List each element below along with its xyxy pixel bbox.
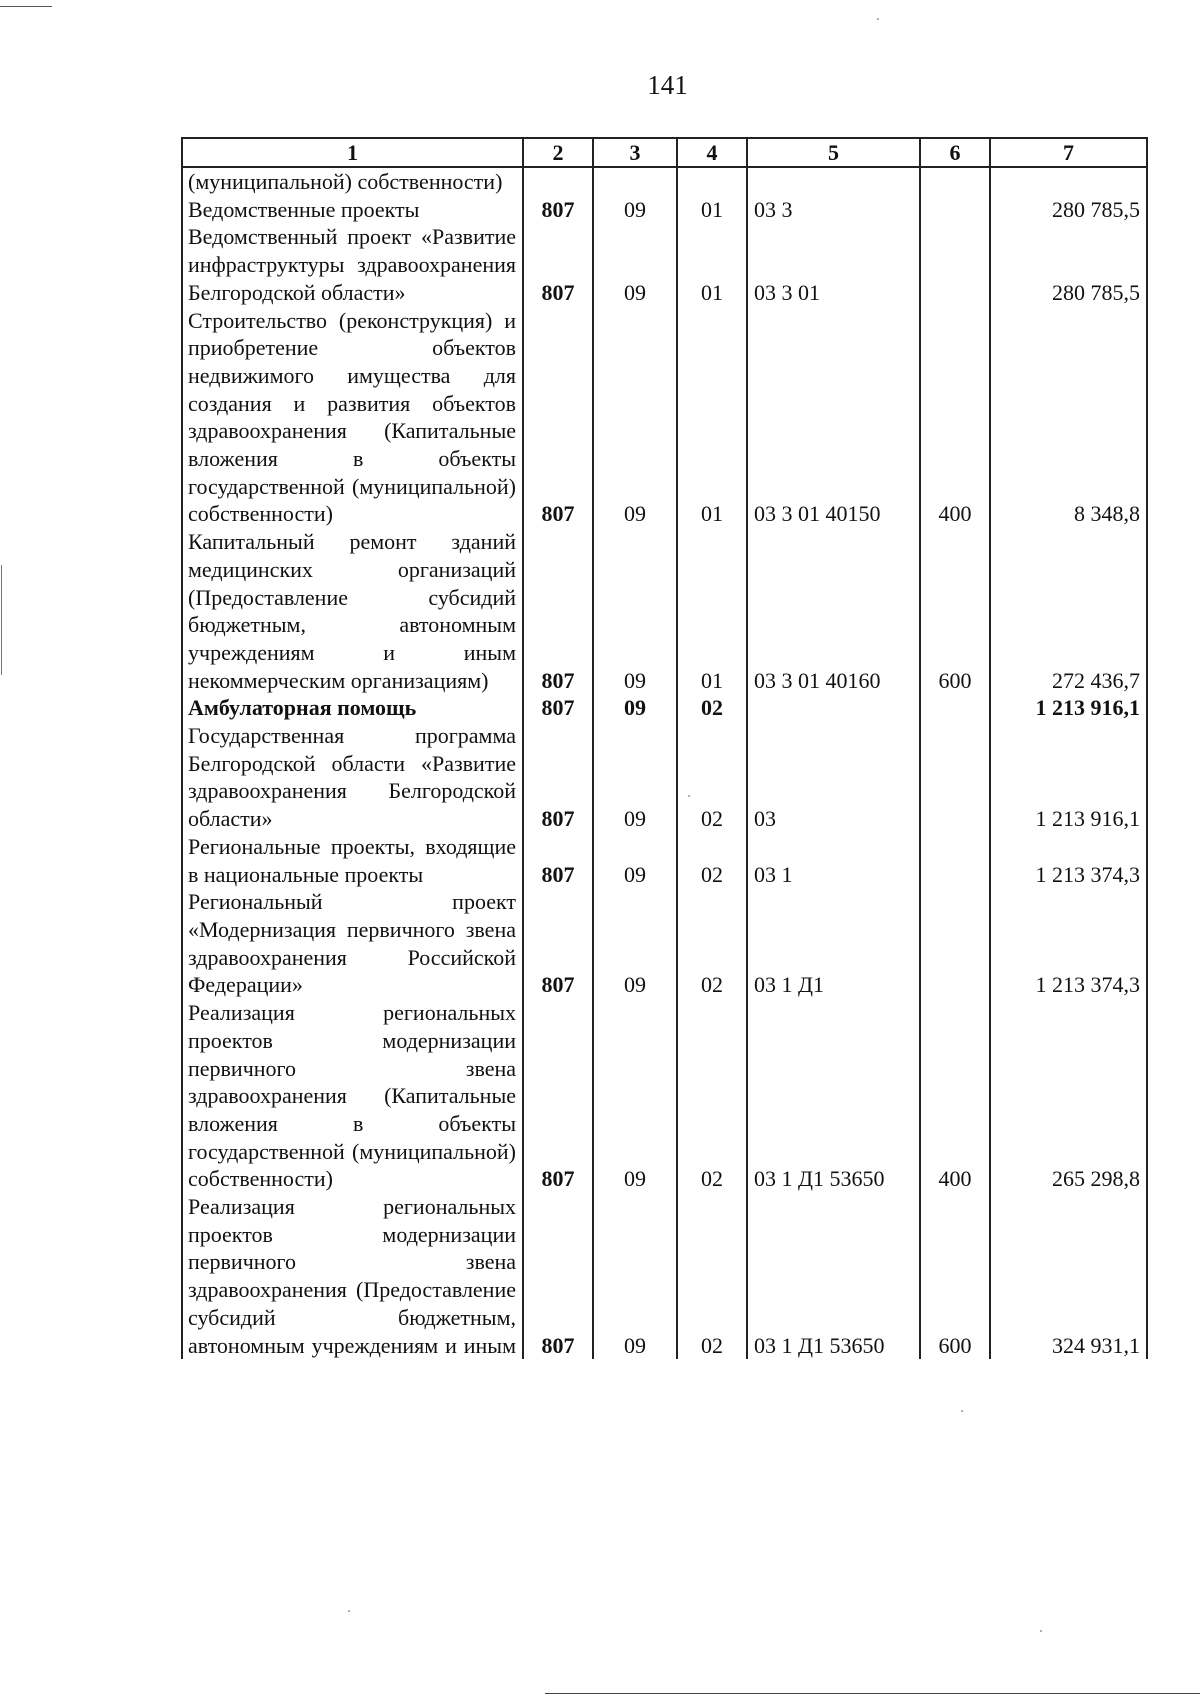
row-expense-type-code: [920, 223, 990, 306]
row-expense-type-code: [920, 833, 990, 888]
row-name-cell: Региональные проекты, входящие в национальные проекты: [182, 833, 523, 888]
table-row: [182, 223, 1147, 306]
row-target-article-code: 03 3 01 40160: [747, 528, 920, 694]
row-name-cell: Ведомственные проекты: [182, 196, 523, 224]
budget-table: [181, 137, 1148, 1359]
row-subsection-code: 01: [677, 223, 747, 306]
column-header-7: 7: [990, 138, 1147, 167]
table-row: [182, 167, 1147, 196]
scan-edge-mark: [545, 1693, 1200, 1694]
scan-speck: [877, 18, 879, 20]
row-department-code: 807: [523, 307, 593, 529]
row-amount: 272 436,7: [990, 528, 1147, 694]
table-row: [182, 999, 1147, 1193]
row-department-code: 807: [523, 1193, 593, 1359]
row-section-code: [593, 167, 677, 196]
row-name-cell: Капитальный ремонт зданий медицинских организаций (Предоставление субсидий бюджетным, автономным учреждениям и иным некоммерческим организациям): [182, 528, 523, 694]
row-section-code: 09: [593, 999, 677, 1193]
row-section-code: 09: [593, 307, 677, 529]
row-department-code: 807: [523, 833, 593, 888]
row-section-code: 09: [593, 833, 677, 888]
row-target-article-code: 03 1 Д1: [747, 888, 920, 999]
row-section-code: 09: [593, 888, 677, 999]
row-department-code: 807: [523, 722, 593, 833]
row-section-code: 09: [593, 722, 677, 833]
column-header-3: 3: [593, 138, 677, 167]
row-subsection-code: 02: [677, 999, 747, 1193]
row-subsection-code: 02: [677, 1193, 747, 1359]
row-section-code: 09: [593, 223, 677, 306]
table-row: [182, 694, 1147, 722]
row-amount: 1 213 374,3: [990, 833, 1147, 888]
column-header-4: 4: [677, 138, 747, 167]
table-row: [182, 833, 1147, 888]
row-expense-type-code: 600: [920, 528, 990, 694]
table-row: [182, 888, 1147, 999]
row-target-article-code: [747, 167, 920, 196]
row-subsection-code: 01: [677, 307, 747, 529]
row-department-code: 807: [523, 888, 593, 999]
row-subsection-code: 02: [677, 833, 747, 888]
page-number: 141: [647, 70, 688, 100]
table-row: [182, 1193, 1147, 1359]
row-target-article-code: 03 1 Д1 53650: [747, 999, 920, 1193]
row-amount: 324 931,1: [990, 1193, 1147, 1359]
row-target-article-code: 03 1 Д1 53650: [747, 1193, 920, 1359]
row-name-cell: Реализация региональных проектов модернизации первичного звена здравоохранения (Капитальные вложения в объекты государственной (муниципальной) собственности): [182, 999, 523, 1193]
row-expense-type-code: [920, 167, 990, 196]
row-target-article-code: 03: [747, 722, 920, 833]
scan-speck: [961, 1410, 963, 1412]
row-name-cell: Строительство (реконструкция) и приобретение объектов недвижимого имущества для создания и развития объектов здравоохранения (Капитальные вложения в объекты государственной (муниципальной) собственности): [182, 307, 523, 529]
row-amount: [990, 167, 1147, 196]
row-subsection-code: 02: [677, 694, 747, 722]
row-name-cell: Государственная программа Белгородской области «Развитие здравоохранения Белгородской области»: [182, 722, 523, 833]
row-section-code: 09: [593, 196, 677, 224]
scan-speck: [1040, 1630, 1042, 1632]
row-amount: 1 213 916,1: [990, 694, 1147, 722]
row-expense-type-code: [920, 722, 990, 833]
row-section-code: 09: [593, 1193, 677, 1359]
row-subsection-code: [677, 167, 747, 196]
row-target-article-code: 03 1: [747, 833, 920, 888]
row-subsection-code: 02: [677, 722, 747, 833]
column-header-2: 2: [523, 138, 593, 167]
row-amount: 8 348,8: [990, 307, 1147, 529]
row-department-code: 807: [523, 999, 593, 1193]
row-subsection-code: 01: [677, 196, 747, 224]
row-name-cell: Амбулаторная помощь: [182, 694, 523, 722]
row-subsection-code: 02: [677, 888, 747, 999]
row-amount: 1 213 916,1: [990, 722, 1147, 833]
row-target-article-code: 03 3 01 40150: [747, 307, 920, 529]
row-amount: 265 298,8: [990, 999, 1147, 1193]
row-department-code: 807: [523, 196, 593, 224]
table-row: [182, 528, 1147, 694]
row-expense-type-code: 400: [920, 307, 990, 529]
scan-speck: [348, 1610, 350, 1612]
column-header-6: 6: [920, 138, 990, 167]
row-subsection-code: 01: [677, 528, 747, 694]
row-target-article-code: [747, 694, 920, 722]
row-expense-type-code: [920, 888, 990, 999]
row-target-article-code: 03 3: [747, 196, 920, 224]
row-expense-type-code: 600: [920, 1193, 990, 1359]
row-section-code: 09: [593, 528, 677, 694]
row-name-cell: Реализация региональных проектов модернизации первичного звена здравоохранения (Предоставление субсидий бюджетным, автономным учреждениям и иным: [182, 1193, 523, 1359]
table-row: [182, 307, 1147, 529]
scan-edge-mark: [0, 6, 52, 7]
row-expense-type-code: 400: [920, 999, 990, 1193]
row-target-article-code: 03 3 01: [747, 223, 920, 306]
row-expense-type-code: [920, 196, 990, 224]
table-row: [182, 722, 1147, 833]
row-section-code: 09: [593, 694, 677, 722]
row-name-cell: (муниципальной) собственности): [182, 167, 523, 196]
column-header-1: 1: [182, 138, 523, 167]
header-row: [182, 138, 1147, 167]
row-expense-type-code: [920, 694, 990, 722]
scan-edge-mark: [1, 565, 2, 675]
row-amount: 280 785,5: [990, 223, 1147, 306]
row-amount: 280 785,5: [990, 196, 1147, 224]
row-department-code: 807: [523, 223, 593, 306]
budget-table-body: [182, 167, 1147, 1359]
row-amount: 1 213 374,3: [990, 888, 1147, 999]
table-row: [182, 196, 1147, 224]
row-department-code: [523, 167, 593, 196]
row-name-cell: Региональный проект «Модернизация первичного звена здравоохранения Российской Федерации»: [182, 888, 523, 999]
row-department-code: 807: [523, 528, 593, 694]
row-department-code: 807: [523, 694, 593, 722]
column-header-5: 5: [747, 138, 920, 167]
row-name-cell: Ведомственный проект «Развитие инфраструктуры здравоохранения Белгородской области»: [182, 223, 523, 306]
